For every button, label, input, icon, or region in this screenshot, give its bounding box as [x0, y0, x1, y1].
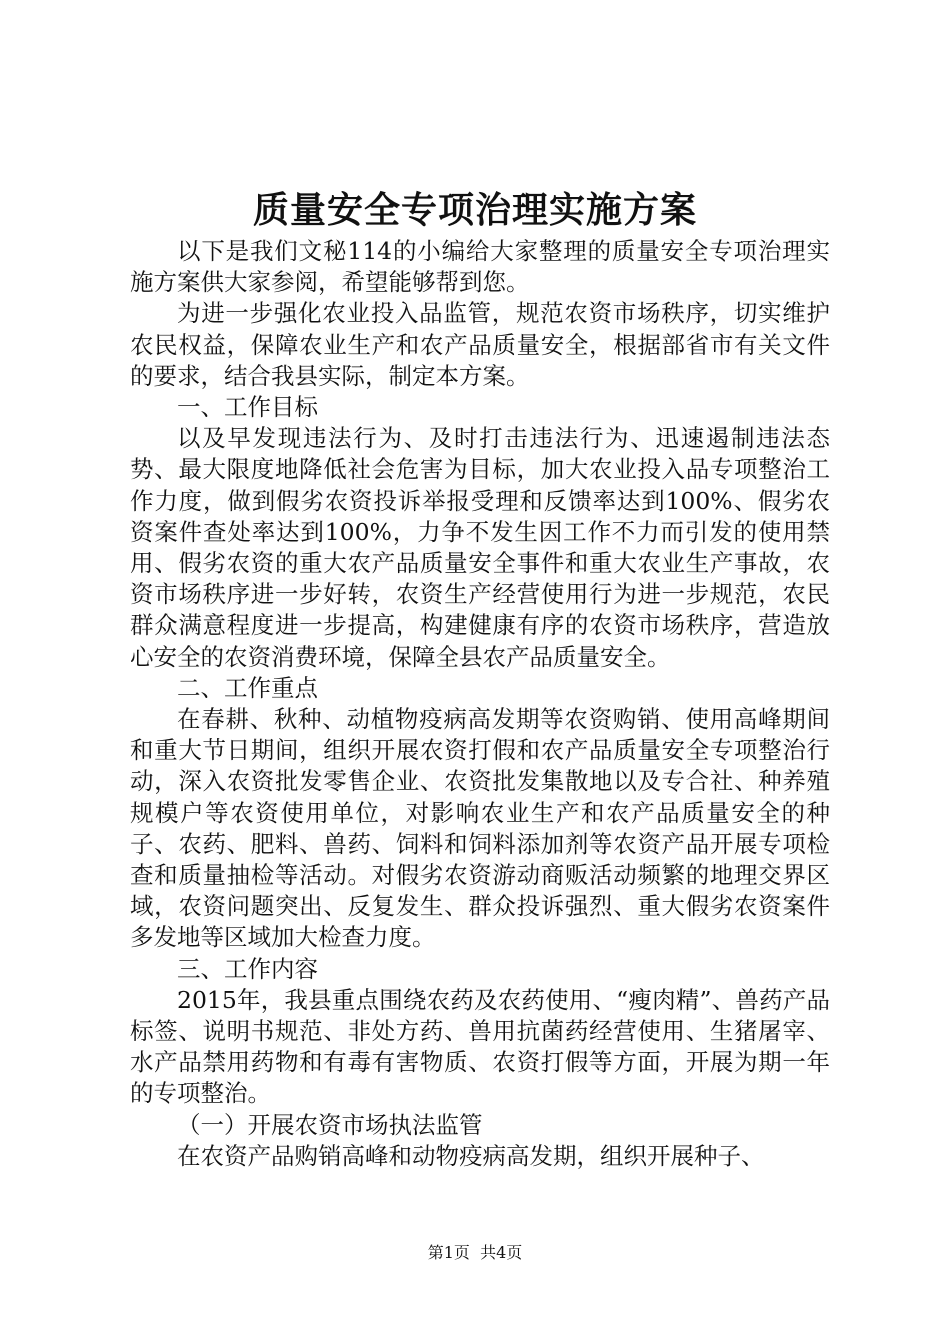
document-title: 质量安全专项治理实施方案 — [252, 189, 697, 231]
page-footer — [0, 1242, 950, 1264]
page-number: 第1页 共4页 — [427, 1243, 523, 1262]
section-heading-goals: 一、工作目标 — [177, 393, 318, 422]
section-heading-content: 三、工作内容 — [177, 954, 318, 983]
intro-paragraph: 以下是我们文秘114的小编给大家整理的质量安全专项治理实施方案供大家参阅，希望能够帮到您。 — [130, 237, 830, 297]
section-heading-focus: 二、工作重点 — [177, 673, 318, 702]
purpose-paragraph: 为进一步强化农业投入品监管，规范农资市场秩序，切实维护农民权益，保障农业生产和农产品质量安全，根据部省市有关文件的要求，结合我县实际，制定本方案。 — [130, 299, 830, 390]
enforcement-paragraph: 在农资产品购销高峰和动物疫病高发期，组织开展种子、 — [177, 1141, 765, 1170]
subsection-heading-enforcement: （一）开展农资市场执法监管 — [177, 1110, 483, 1139]
focus-paragraph: 在春耕、秋种、动植物疫病高发期等农资购销、使用高峰期间和重大节日期间，组织开展农资打假和农产品质量安全专项整治行动，深入农资批发零售企业、农资批发集散地以及专合社、种养殖规模户等农资使用单位，对影响农业生产和农产品质量安全的种子、农药、肥料、兽药、饲料和饲料添加剂等农资产品开展专项检查和质量抽检等活动。对假劣农资游动商贩活动频繁的地理交界区域，农资问题突出、反复发生、群众投诉强烈、重大假劣农资案件多发地等区域加大检查力度。 — [130, 705, 830, 952]
content-paragraph: 2015年，我县重点围绕农药及农药使用、“瘦肉精”、兽药产品标签、说明书规范、非处方药、兽用抗菌药经营使用、生猪屠宰、水产品禁用药物和有毒有害物质、农资打假等方面，开展为期一年的专项整治。 — [130, 985, 830, 1108]
document-body — [130, 236, 830, 1172]
goals-paragraph: 以及早发现违法行为、及时打击违法行为、迅速遏制违法态势、最大限度地降低社会危害为目标，加大农业投入品专项整治工作力度，做到假劣农资投诉举报受理和反馈率达到100%、假劣农资案件查处率达到100%，力争不发生因工作不力而引发的使用禁用、假劣农资的重大农产品质量安全事件和重大农业生产事故，农资市场秩序进一步好转，农资生产经营使用行为进一步规范，农民群众满意程度进一步提高，构建健康有序的农资市场秩序，营造放心安全的农资消费环境，保障全县农产品质量安全。 — [130, 424, 830, 671]
